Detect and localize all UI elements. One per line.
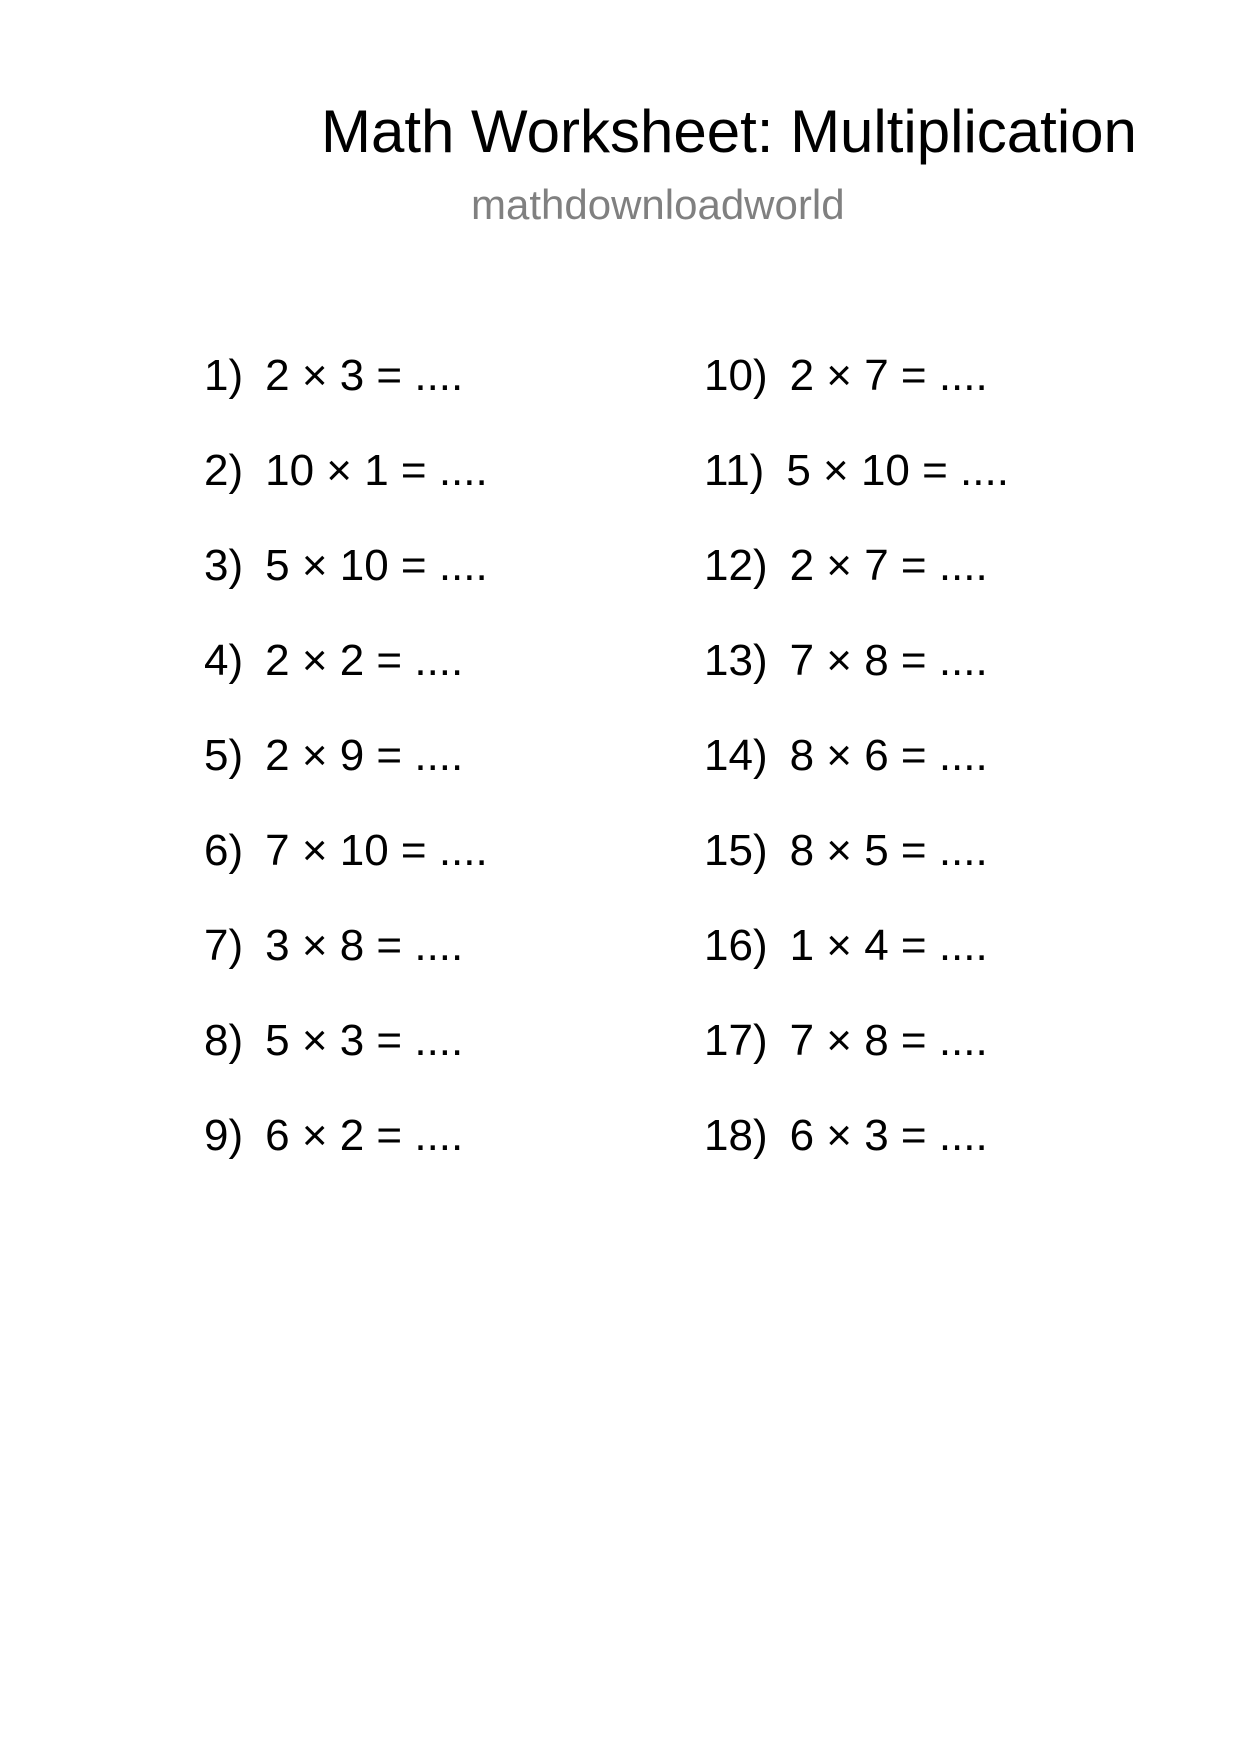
problem-item bbox=[204, 730, 488, 825]
problem-expression: 2 × 2 = .... bbox=[265, 636, 464, 685]
problem-item bbox=[204, 635, 488, 730]
problem-number: 2) bbox=[204, 446, 244, 495]
problem-item bbox=[704, 920, 1009, 1015]
problem-expression: 7 × 10 = .... bbox=[265, 826, 488, 875]
problem-expression: 2 × 9 = .... bbox=[265, 731, 464, 780]
problem-expression: 7 × 8 = .... bbox=[789, 636, 988, 685]
problem-expression: 7 × 8 = .... bbox=[789, 1016, 988, 1065]
problem-expression: 2 × 7 = .... bbox=[789, 541, 988, 590]
problem-item bbox=[204, 1110, 488, 1205]
problem-expression: 5 × 10 = .... bbox=[265, 541, 488, 590]
problem-expression: 5 × 10 = .... bbox=[786, 446, 1009, 495]
problem-item bbox=[204, 1015, 488, 1110]
problem-expression: 10 × 1 = .... bbox=[265, 446, 488, 495]
problem-number: 10) bbox=[704, 351, 768, 400]
problems-column-right bbox=[704, 350, 1009, 1205]
problem-item bbox=[204, 920, 488, 1015]
problem-number: 17) bbox=[704, 1016, 768, 1065]
problem-number: 16) bbox=[704, 921, 768, 970]
worksheet-subtitle: mathdownloadworld bbox=[471, 181, 845, 228]
problem-number: 6) bbox=[204, 826, 244, 875]
problem-item bbox=[204, 825, 488, 920]
problem-number: 13) bbox=[704, 636, 768, 685]
problem-number: 11) bbox=[704, 446, 765, 495]
problem-expression: 2 × 7 = .... bbox=[789, 351, 988, 400]
problem-number: 15) bbox=[704, 826, 768, 875]
problem-expression: 2 × 3 = .... bbox=[265, 351, 464, 400]
worksheet-title: Math Worksheet: Multiplication bbox=[321, 98, 1137, 165]
problem-expression: 5 × 3 = .... bbox=[265, 1016, 464, 1065]
problem-number: 4) bbox=[204, 636, 244, 685]
problem-expression: 6 × 3 = .... bbox=[789, 1111, 988, 1160]
problem-number: 7) bbox=[204, 921, 244, 970]
problem-number: 1) bbox=[204, 351, 244, 400]
problem-expression: 8 × 5 = .... bbox=[789, 826, 988, 875]
problem-item bbox=[704, 1110, 1009, 1205]
problem-number: 14) bbox=[704, 731, 768, 780]
problem-number: 3) bbox=[204, 541, 244, 590]
problem-number: 12) bbox=[704, 541, 768, 590]
problem-item bbox=[704, 635, 1009, 730]
problem-number: 8) bbox=[204, 1016, 244, 1065]
problem-number: 9) bbox=[204, 1111, 244, 1160]
problem-item bbox=[704, 350, 1009, 445]
problem-item bbox=[704, 1015, 1009, 1110]
problem-item bbox=[204, 540, 488, 635]
problem-number: 18) bbox=[704, 1111, 768, 1160]
problem-item bbox=[704, 445, 1009, 540]
problems-column-left bbox=[204, 350, 488, 1205]
problem-item bbox=[204, 350, 488, 445]
problem-expression: 1 × 4 = .... bbox=[789, 921, 988, 970]
problem-expression: 8 × 6 = .... bbox=[789, 731, 988, 780]
problem-item bbox=[704, 730, 1009, 825]
problem-expression: 3 × 8 = .... bbox=[265, 921, 464, 970]
problem-expression: 6 × 2 = .... bbox=[265, 1111, 464, 1160]
problem-number: 5) bbox=[204, 731, 244, 780]
problem-item bbox=[704, 825, 1009, 920]
problem-item bbox=[704, 540, 1009, 635]
problem-item bbox=[204, 445, 488, 540]
